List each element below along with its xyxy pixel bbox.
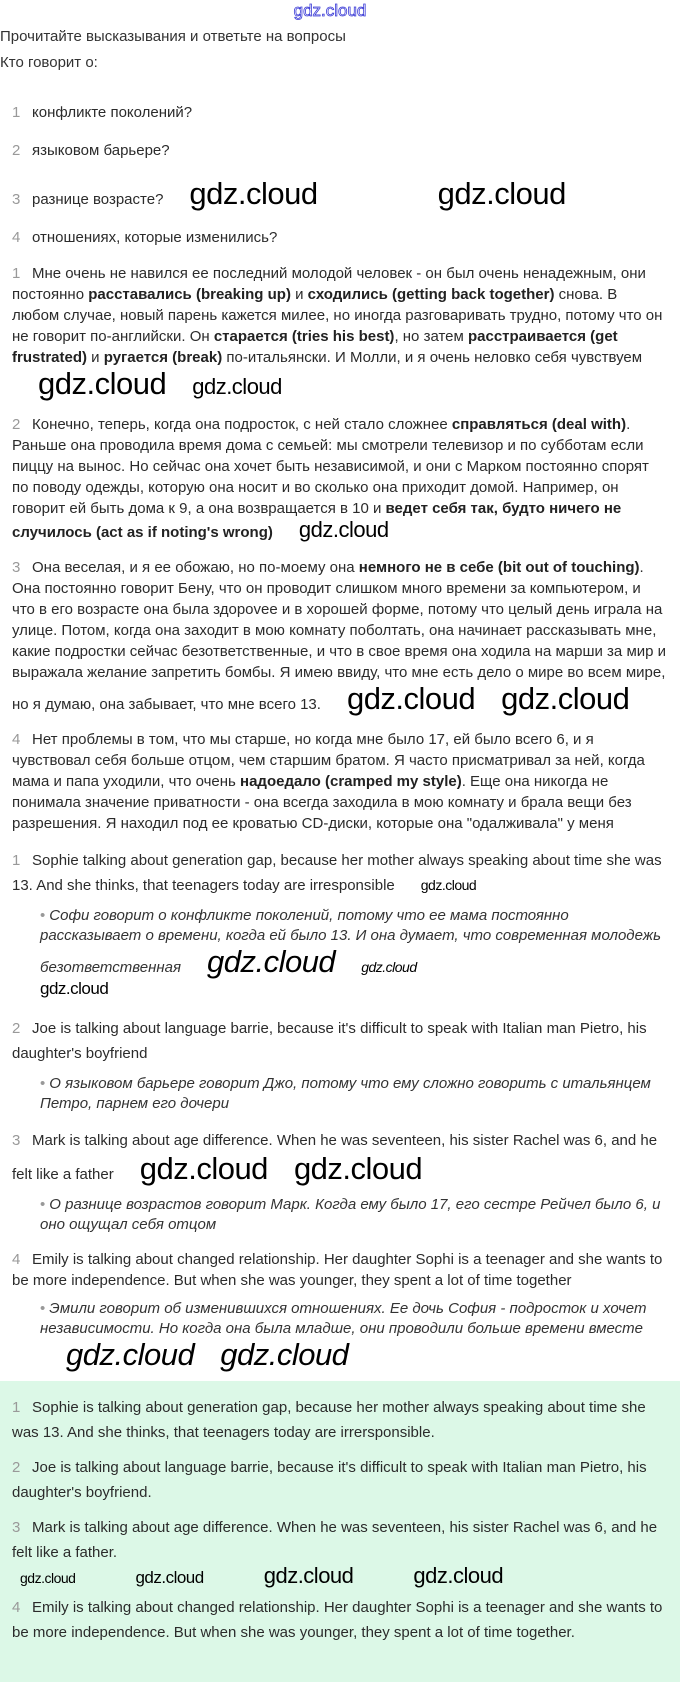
watermark: gdz.cloud (206, 944, 336, 979)
translation-text: Софи говорит о конфликте поколений, потому что ее мама постоянно рассказывает о времени, когда ей было 13. И она думает, что современная молодежь безответственная (40, 907, 661, 976)
item-number: 2 (12, 142, 21, 159)
item-number: 3 (12, 1519, 21, 1536)
item-number: 1 (12, 1399, 21, 1416)
item-number: 4 (12, 229, 21, 246)
watermark: gdz.cloud (413, 1563, 504, 1588)
question-item (0, 102, 680, 124)
vocabulary-phrase: справляться (deal with) (451, 416, 627, 433)
answer-text: Joe is talking about language barrie, because it's difficult to speak with Italian man Pietro, his daughter's boyfriend (12, 1020, 647, 1062)
vocabulary-phrase: старается (tries his best) (213, 328, 395, 345)
final-answer-text: Sophie is talking about generation gap, because her mother always speaking about time she was 13. And she thinks, that teenagers today are irrersponsible. (12, 1399, 646, 1441)
statement-text: и (290, 286, 308, 303)
statement-text: . Еще она никогда не понимала значение приватности - она всегда заходила в мою комнату и брала вещи без разрешения. Я находил под ее кроватью CD-диски, которые она "одалживала" у меня (12, 773, 632, 832)
statement (0, 414, 667, 543)
instruction: Прочитайте высказывания и ответьте на вопросы (0, 28, 346, 45)
watermark: gdz.cloud (38, 366, 167, 401)
question-item (0, 178, 680, 211)
final-answer-text: Mark is talking about age difference. When he was seventeen, his sister Rachel was 6, and he felt like a father. (12, 1519, 658, 1561)
watermark: gdz.cloud (298, 517, 389, 542)
statement (0, 729, 667, 834)
answer-translation: • Софи говорит о конфликте поколений, потому что ее мама постоянно рассказывает о времени, когда ей было 13. И она думает, что современная молодежь безответственная gdz.cloud gdz.cloud (40, 907, 661, 979)
watermark: gdz.cloud (220, 1337, 349, 1372)
watermark: gdz.cloud (135, 1568, 204, 1587)
statement-text: . Она постоянно говорит Бену, что он проводит слишком много времени за компьютером, и что в его возрасте она была здорovee и в хорошей форме, потому что целый день играла на улице. Потом, когда она заходит в мою комнату поболтать, она начинает рассказывать мне, какие подростки сейчас безответственные, и что в свое время она ходила на марши за мир и выражала желание запретить бомбы. Я имею ввиду, что мне есть дело о мире во всем мире, но я думаю, она забывает, что мне всего 13. (12, 559, 667, 713)
answer-text: Emily is talking about changed relationship. Her daughter Sophi is a teenager and she wants to be more independence. But when she was younger, they spent a lot of time together (12, 1251, 663, 1289)
item-number: 3 (12, 191, 21, 208)
header (0, 0, 680, 24)
vocabulary-phrase: ругается (break) (103, 349, 223, 366)
vocabulary-phrase: сходились (getting back together) (307, 286, 555, 303)
answer-item (0, 1016, 667, 1066)
watermark-logo: gdz.cloud (293, 1, 367, 20)
statement (0, 557, 667, 715)
watermark: gdz.cloud (420, 877, 477, 893)
watermark: gdz.cloud (293, 1151, 423, 1186)
watermark-row (0, 978, 680, 1002)
question-item (0, 227, 680, 249)
item-number: 2 (12, 1459, 21, 1476)
watermark: gdz.cloud (20, 1570, 76, 1586)
statement-text: Мне очень не навился ее последний молодой человек - он был очень ненадежным, они постоянно (12, 265, 646, 303)
final-answer-text: Emily is talking about changed relationship. Her daughter Sophi is a teenager and she wants to be more independence. But when she was younger, they spent a lot of time together. (12, 1599, 663, 1641)
item-number: 3 (12, 559, 21, 576)
answer-text: Mark is talking about age difference. When he was seventeen, his sister Rachel was 6, and he felt like a father (12, 1132, 658, 1183)
translation-text: О языковом барьере говорит Джо, потому что ему сложно говорить с итальянцем Петро, парнем его дочери (40, 1075, 651, 1112)
watermark: gdz.cloud (361, 959, 417, 975)
question-list (0, 86, 680, 249)
answer-item (0, 848, 667, 898)
final-answer-text: Joe is talking about language barrie, because it's difficult to speak with Italian man Pietro, his daughter's boyfriend. (12, 1459, 647, 1501)
vocabulary-phrase: расстраивается (get frustrated) (12, 328, 618, 366)
question-text: отношениях, которые изменились? (32, 229, 278, 246)
item-number: 2 (12, 416, 21, 433)
translation-text: О разнице возрастов говорит Марк. Когда ему было 17, его сестре Рейчел было 6, и оно ощущал себя отцом (40, 1196, 661, 1233)
watermark: gdz.cloud (437, 176, 566, 211)
statement-text: Конечно, теперь, когда она подросток, с ней стало сложнее (32, 416, 452, 433)
question-text: языковом барьере? (32, 142, 170, 159)
item-number: 4 (12, 731, 21, 748)
watermark: gdz.cloud (346, 681, 476, 716)
question-text: конфликте поколений? (32, 104, 193, 121)
item-number: 1 (12, 852, 21, 869)
item-number: 3 (12, 1132, 21, 1149)
translation-text: Эмили говорит об изменившихся отношениях. Ее дочь София - подросток и хочет независимости. Но когда она была младше, они проводили больше времени вместе (40, 1300, 647, 1337)
vocabulary-phrase: надоедало (cramped my style) (240, 773, 462, 790)
statement-text: и (87, 349, 104, 366)
answer-translation: • О языковом барьере говорит Джо, потому что ему сложно говорить с итальянцем Петро, парнем его дочери (40, 1075, 651, 1112)
item-number: 1 (12, 265, 21, 282)
question-item (0, 140, 680, 162)
vocabulary-phrase: немного не в себе (bit out of touching) (358, 559, 640, 576)
statement-text: Она веселая, и я ее обожаю, но по-моему она (32, 559, 359, 576)
answer-text: Sophie talking about generation gap, because her mother always speaking about time she was 13. And she thinks, that teenagers today are irresponsible (12, 852, 662, 894)
watermark: gdz.cloud (192, 374, 282, 399)
answer-item (0, 1128, 667, 1187)
vocabulary-phrase: расставались (breaking up) (88, 286, 291, 303)
watermark: gdz.cloud (501, 681, 630, 716)
watermark: gdz.cloud (66, 1337, 195, 1372)
statement-text: . Раньше она проводила время дома с семьей: мы смотрели телевизор и по субботам если пиццу на вынос. Но сейчас она хочет быть независимой, и они с Марком постоянно спорят по поводу одежды, которую она носит и во сколько она приходит домой. Например, он говорит ей быть дома к 9, а она возвращается в 10 и (12, 416, 649, 517)
question-lead: Кто говорит о: (0, 54, 98, 71)
answer-translation: • Эмили говорит об изменившихся отношениях. Ее дочь София - подросток и хочет независимости. Но когда она была младше, они проводили больше времени вместеgdz.cloud gdz.cloud (40, 1300, 647, 1372)
final-answer-item (0, 1455, 667, 1505)
watermark: gdz.cloud (263, 1563, 354, 1588)
item-number: 4 (12, 1599, 21, 1616)
question-text: разнице возрасте? (32, 191, 164, 208)
watermark-row (0, 1565, 680, 1591)
answer-translation: • О разнице возрастов говорит Марк. Когда ему было 17, его сестре Рейчел было 6, и оно ощущал себя отцом (40, 1196, 661, 1233)
statement (0, 263, 667, 400)
answer-item (0, 1249, 667, 1291)
final-answers-section (0, 1381, 680, 1682)
statement-text: Нет проблемы в том, что мы старше, но когда мне было 17, ей было всего 6, и я чувствовал себя больше отцом, чем старшим братом. Я часто присматривал за ней, когда мама и папа уходили, что очень (12, 731, 645, 790)
watermark: gdz.cloud (139, 1151, 268, 1186)
item-number: 4 (12, 1251, 21, 1268)
item-number: 2 (12, 1020, 21, 1037)
watermark: gdz.cloud (189, 176, 318, 211)
final-answer-item (0, 1515, 667, 1565)
final-answer-item (0, 1595, 667, 1645)
watermark: gdz.cloud (40, 979, 109, 998)
statement-text: снова. В любом случае, новый парень кажется милее, но иногда разговаривать трудно, потому что он не говорит по-английски. Он (12, 286, 663, 345)
statement-text: по-итальянски. И Молли, и я очень неловко себя чувствуем (222, 349, 643, 366)
vocabulary-phrase: ведет себя так, будто ничего не случилось (act as if noting's wrong) (12, 500, 622, 541)
final-answer-item (0, 1395, 667, 1445)
statement-text: , но затем (394, 328, 468, 345)
item-number: 1 (12, 104, 21, 121)
